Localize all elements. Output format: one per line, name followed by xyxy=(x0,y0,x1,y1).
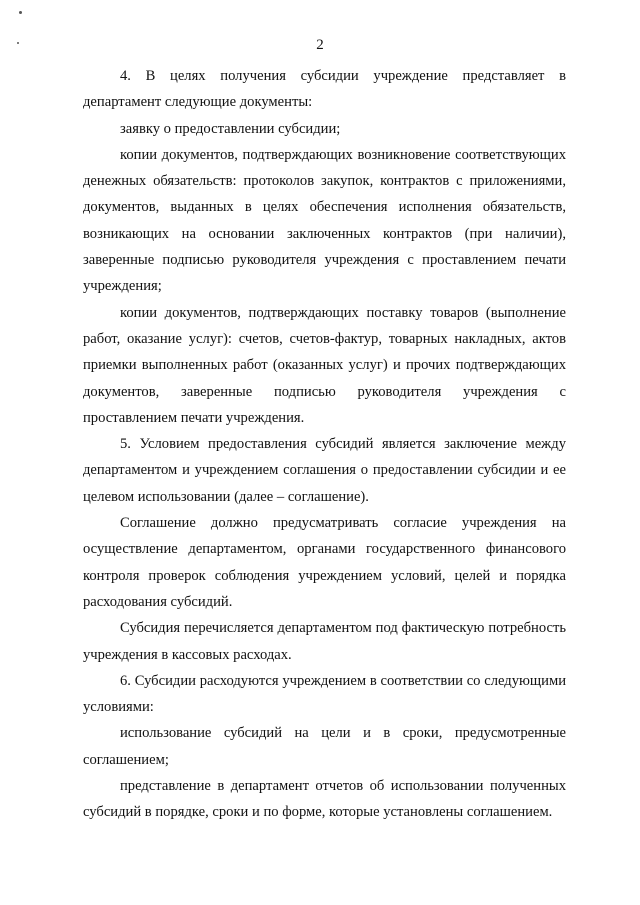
page-number: 2 xyxy=(316,37,324,53)
paragraph-subsidy-transfer: Субсидия перечисляется департаментом под фактическую потребность учреждения в кассовых расходах. xyxy=(83,620,566,663)
scan-speck xyxy=(19,11,22,14)
paragraph-item-4: 4. В целях получения субсидии учреждение представляет в департамент следующие документы: xyxy=(83,68,566,111)
paragraph-application: заявку о предоставлении субсидии; xyxy=(120,120,341,137)
paragraph-item-6: 6. Субсидии расходуются учреждением в соответствии со следующими условиями: xyxy=(83,672,566,716)
paragraph-agreement-consent: Соглашение должно предусматривать согласие учреждения на осуществление департаментом, органами государственного финансового контроля проверок соблюдения учреждением условий, целей и порядка расходования субсидий. xyxy=(83,515,566,610)
paragraph-item-5: 5. Условием предоставления субсидий является заключение между департаментом и учреждением соглашения о предоставлении субсидии и ее целевом использовании (далее – соглашение). xyxy=(83,436,566,505)
paragraph-reporting-condition: представление в департамент отчетов об использовании полученных субсидий в порядке, сроки и по форме, которые установлены соглашением. xyxy=(83,778,566,821)
document-body xyxy=(83,63,566,826)
paragraph-obligation-copies: копии документов, подтверждающих возникновение соответствующих денежных обязательств: протоколов закупок, контрактов с приложениями, документов, выданных в целях обеспечения исполнения обязательств, возникающих на основании заключенных контрактов (при наличии), заверенные подписью руководителя учреждения с проставлением печати учреждения; xyxy=(83,146,566,295)
paragraph-usage-condition: использование субсидий на цели и в сроки, предусмотренные соглашением; xyxy=(83,725,566,768)
paragraph-delivery-copies: копии документов, подтверждающих поставку товаров (выполнение работ, оказание услуг): счетов, счетов-фактур, товарных накладных, актов приемки выполненных работ (оказанных услуг) и прочих подтверждающих документов, заверенные подписью руководителя учреждения с проставлением печати учреждения. xyxy=(83,304,566,426)
